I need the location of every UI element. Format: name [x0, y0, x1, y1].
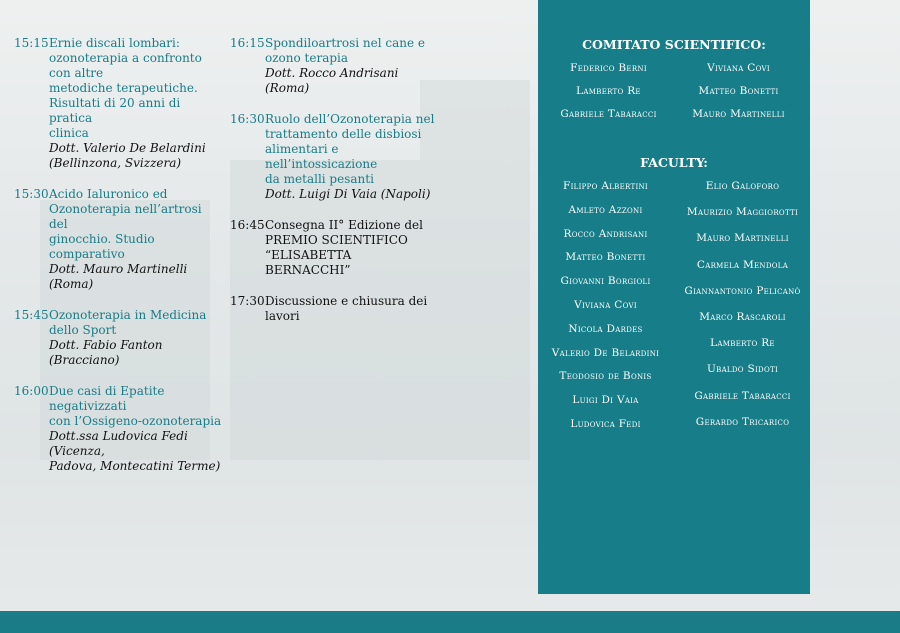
session-body — [49, 187, 224, 292]
session-title-line: ozonoterapia a confronto con altre — [49, 51, 202, 80]
session-body — [49, 36, 224, 171]
person-name: Mauro Martinelli — [692, 108, 785, 120]
session-speaker-line: Dott. Luigi Di Vaia (Napoli) — [265, 187, 431, 201]
session-time: 15:30 — [14, 187, 49, 201]
person-name: Carmela Mendola — [696, 258, 789, 271]
person-name: Gerardo Tricarico — [695, 415, 790, 428]
program-entry — [14, 384, 224, 474]
session-title-line: Discussione e chiusura dei lavori — [265, 294, 428, 323]
program-entry — [230, 218, 435, 278]
session-speaker-line: Dott. Rocco Andrisani (Roma) — [265, 66, 399, 95]
session-speaker-line: (Bellinzona, Svizzera) — [49, 156, 182, 170]
session-body — [265, 36, 435, 96]
person-name: Marco Rascaroli — [699, 311, 786, 323]
session-time: 15:15 — [14, 36, 49, 50]
session-title-line: Acido Ialuronico ed — [49, 187, 168, 201]
program-column-left — [14, 36, 224, 490]
person-name: Valerio De Belardini — [551, 346, 660, 359]
session-title-line: Spondiloartrosi nel cane e — [265, 36, 426, 50]
committee-heading: COMITATO SCIENTIFICO: — [582, 37, 766, 52]
person-name: Rocco Andrisani — [563, 227, 648, 240]
session-body — [265, 294, 435, 324]
background-building — [420, 80, 530, 460]
session-title-line: PREMIO SCIENTIFICO — [265, 233, 408, 247]
session-time: 16:00 — [14, 384, 49, 398]
session-title-line: da metalli pesanti — [265, 172, 374, 186]
session-body — [265, 112, 435, 202]
session-title-line: con l’Ossigeno-ozonoterapia — [49, 414, 222, 428]
session-title-line: Ernie discali lombari: — [49, 36, 180, 50]
session-title-line: Ruolo dell’Ozonoterapia nel — [265, 112, 435, 126]
person-name: Ubaldo Sidoti — [706, 363, 779, 376]
session-title-line: Due casi di Epatite negativizzati — [49, 384, 165, 413]
session-title-line: Consegna II° Edizione del — [265, 218, 423, 232]
faculty-heading: FACULTY: — [640, 155, 708, 170]
session-speaker-line: Dott. Fabio Fanton (Bracciano) — [49, 338, 163, 367]
program-entry — [230, 294, 435, 324]
session-body — [49, 384, 224, 474]
person-name: Amleto Azzoni — [568, 203, 643, 216]
session-title-line: “ELISABETTA BERNACCHI” — [265, 248, 352, 277]
person-name: Giannantonio Pelicanò — [684, 284, 801, 297]
session-title-line: clinica — [49, 126, 89, 140]
person-name: Maurizio Maggiorotti — [686, 206, 799, 219]
person-name: Teodosio de Bonis — [559, 370, 652, 383]
session-title-line: Ozonoterapia in Medicina — [49, 308, 207, 322]
session-time: 16:15 — [230, 36, 265, 50]
session-speaker-line: Padova, Montecatini Terme) — [49, 459, 221, 473]
person-name: Mauro Martinelli — [696, 232, 789, 245]
program-entry — [14, 308, 224, 368]
program-entry — [230, 36, 435, 96]
session-title-line: dello Sport — [49, 323, 117, 337]
session-body — [49, 308, 224, 368]
session-title-line: metodiche terapeutiche. — [49, 81, 198, 95]
session-title-line: alimentari e nell’intossicazione — [265, 142, 378, 171]
person-name: Elio Galoforo — [705, 180, 780, 192]
person-name: Gabriele Tabaracci — [560, 108, 657, 120]
session-time: 15:45 — [14, 308, 49, 322]
person-name: Viviana Covi — [707, 62, 770, 74]
program-entry — [14, 36, 224, 171]
person-name: Nicola Dardes — [568, 322, 643, 335]
session-title-line: ginocchio. Studio comparativo — [49, 232, 155, 261]
session-body — [265, 218, 435, 278]
session-time: 17:30 — [230, 294, 265, 308]
session-title-line: ozono terapia — [265, 51, 349, 65]
person-name: Luigi Di Vaia — [572, 394, 639, 407]
program-entry — [230, 112, 435, 202]
person-name: Viviana Covi — [574, 299, 637, 311]
session-time: 16:30 — [230, 112, 265, 126]
session-speaker-line: Dott. Valerio De Belardini — [49, 141, 206, 155]
person-name: Lamberto Re — [576, 85, 641, 97]
person-name: Giovanni Borgioli — [560, 275, 651, 288]
person-name: Matteo Bonetti — [698, 85, 779, 97]
person-name: Filippo Albertini — [562, 180, 649, 192]
session-time: 16:45 — [230, 218, 265, 232]
person-name: Gabriele Tabaracci — [694, 389, 791, 402]
person-name: Lamberto Re — [710, 337, 775, 350]
session-title-line: trattamento delle disbiosi — [265, 127, 422, 141]
person-name: Matteo Bonetti — [565, 251, 646, 264]
program-entry — [14, 187, 224, 292]
session-speaker-line: Dott. Mauro Martinelli (Roma) — [49, 262, 188, 291]
person-name: Ludovica Fedi — [570, 418, 641, 430]
session-speaker-line: Dott.ssa Ludovica Fedi (Vicenza, — [49, 429, 188, 458]
bottom-band — [0, 611, 900, 633]
session-title-line: Ozonoterapia nell’artrosi del — [49, 202, 202, 231]
session-title-line: Risultati di 20 anni di pratica — [49, 96, 181, 125]
person-name: Federico Berni — [570, 62, 647, 74]
program-column-right — [230, 36, 435, 340]
